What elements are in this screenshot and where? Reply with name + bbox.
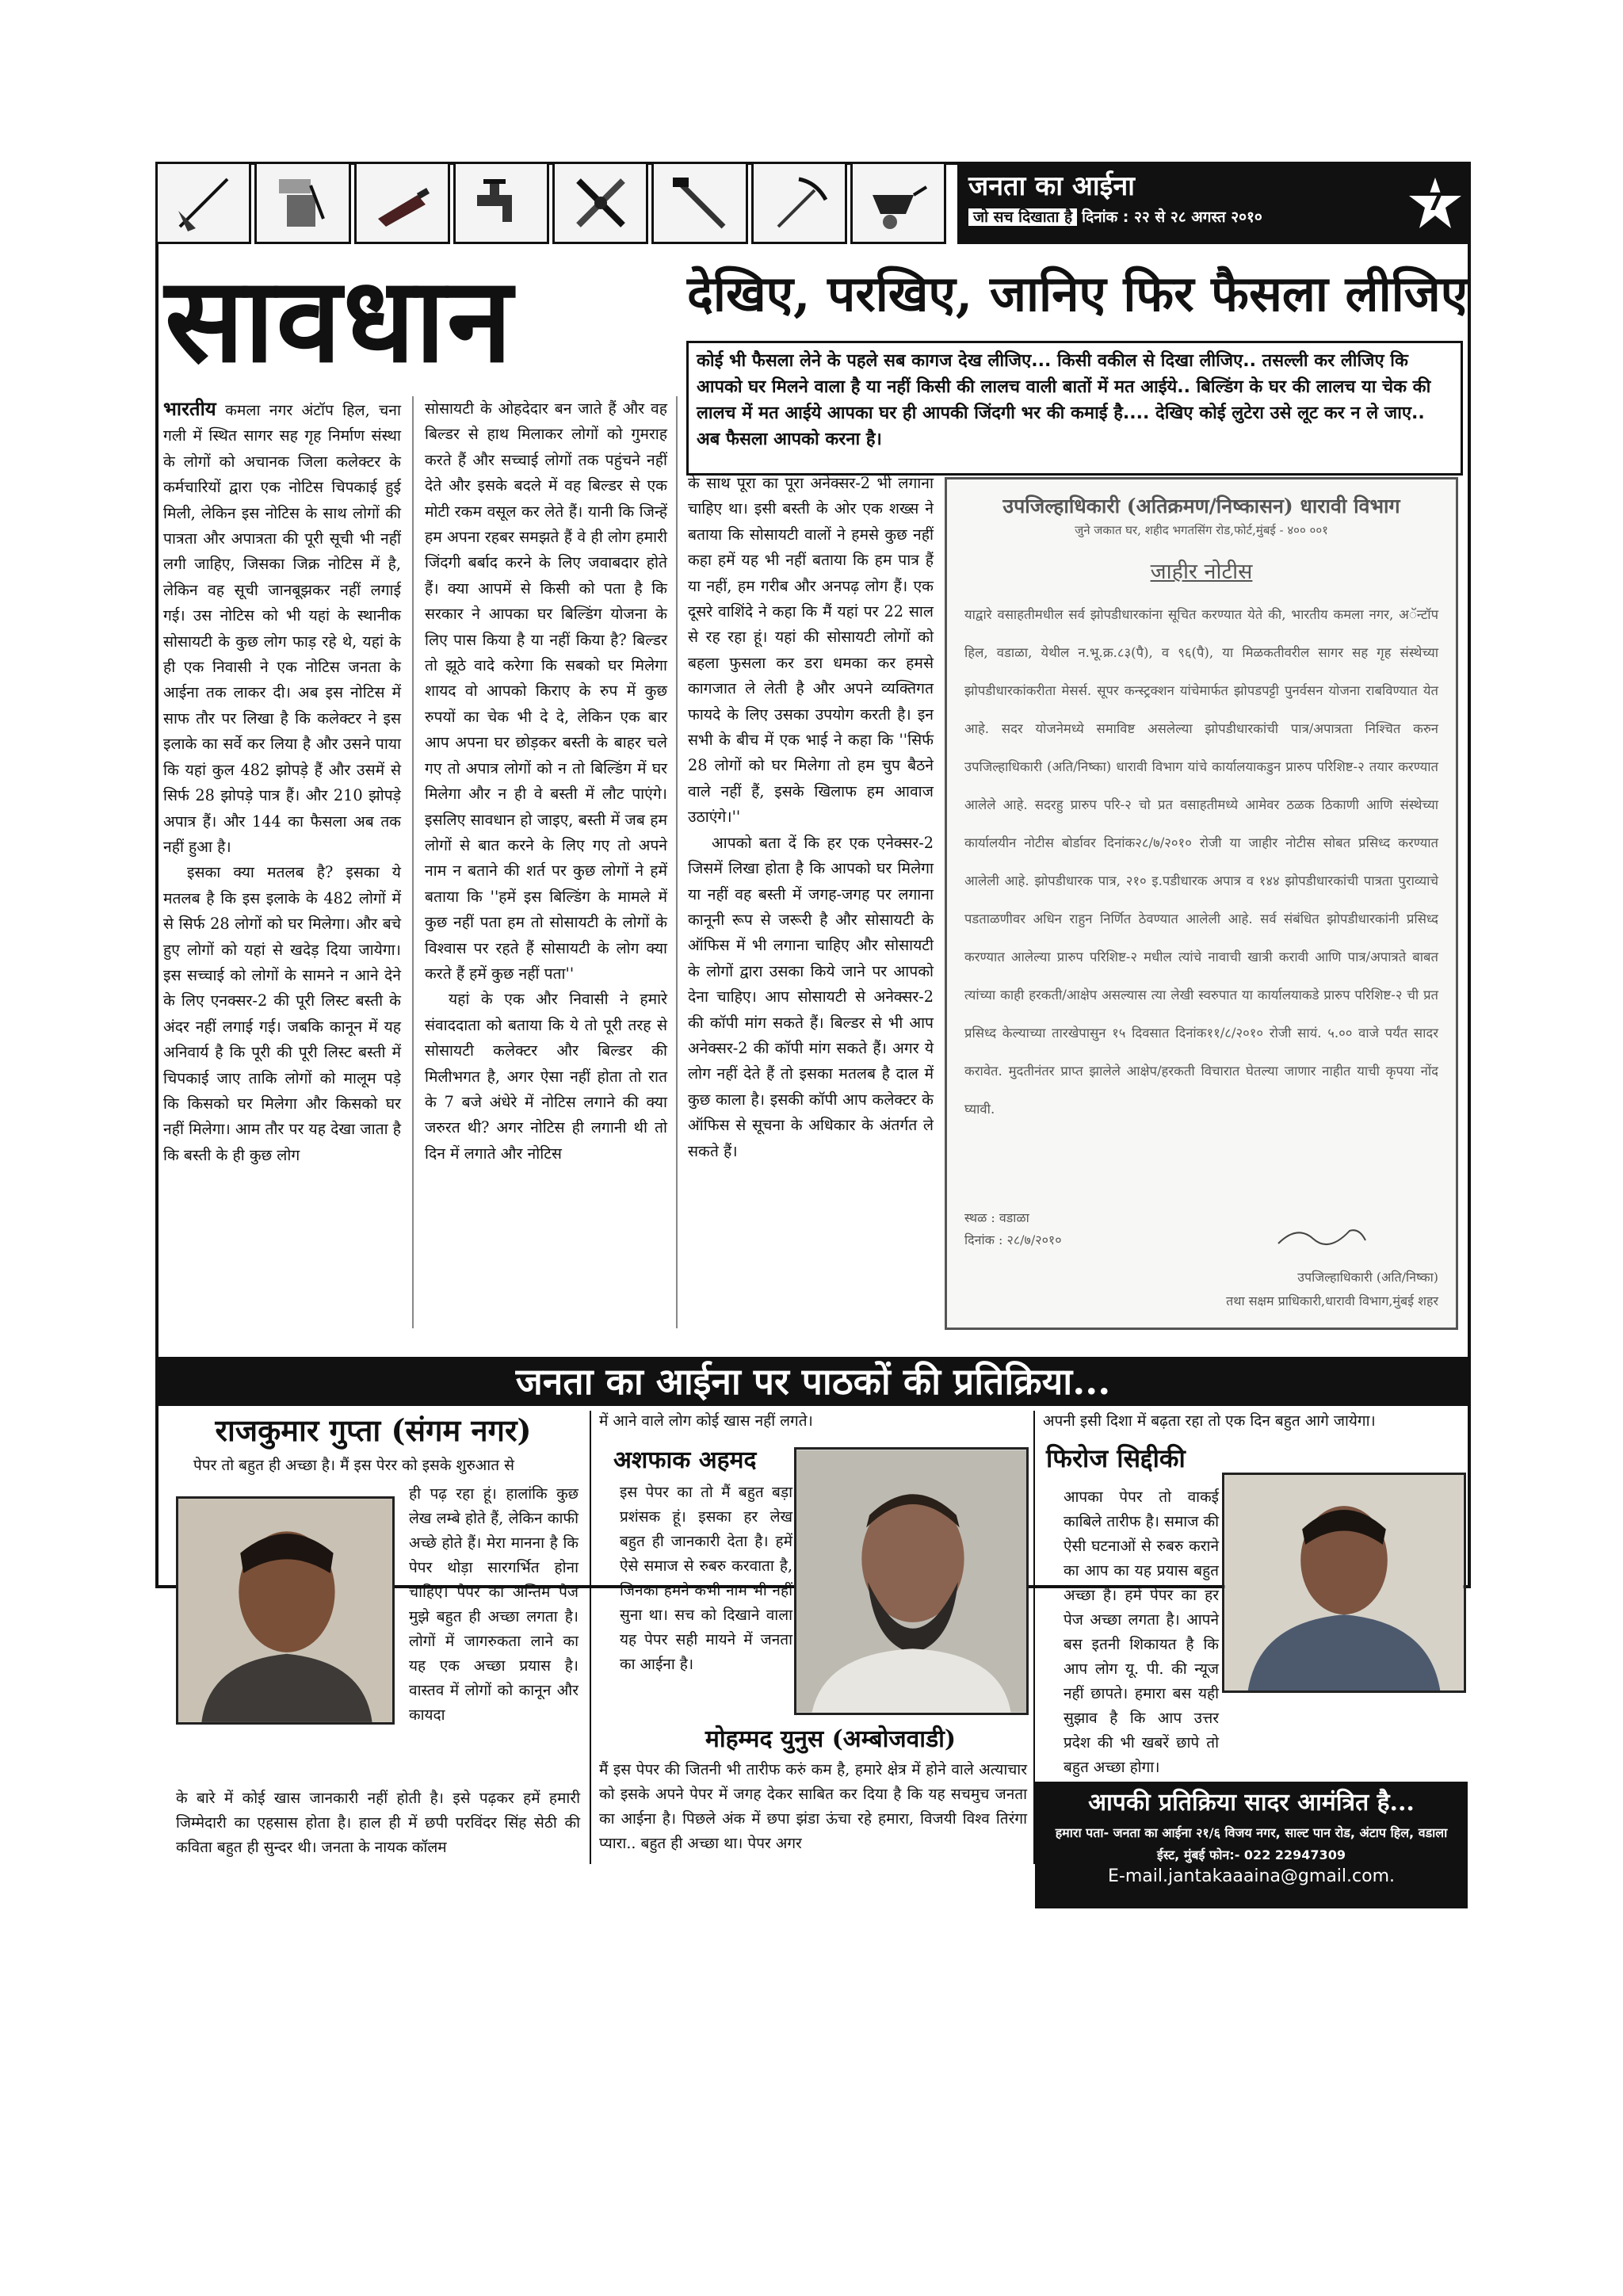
water-tap-icon: [453, 162, 549, 244]
notice-body: याद्वारे वसाहतीमधील सर्व झोपडीधारकांना सूचित करण्यात येते की, भारतीय कमला नगर, अॅन्टॉप हिल, वडाळा, येथील न.भू.क्र.८३(पै), व ९६(पै), या मिळकतीवरील सागर सह गृह संस्थेच्या झोपडीधारकांकरीता मेसर्स. सूपर कन्स्ट्रक्शन यांचेमार्फत झोपडपट्टी पुनर्वसन योजना राबविण्यात येत आहे. सदर योजनेमध्ये समाविष्ट असलेल्या झोपडीधारकांची पात्र/अपात्रता निश्चित करुन उपजिल्हाधिकारी (अति/निष्का) धारावी विभाग यांचे कार्यालयाकडुन प्रारुप परिशिष्ट-२ तयार करण्यात आलेले आहे. सदरहु प्रारुप परि-२ चो प्रत वसाहतीमध्ये आमेवर ठळक ठिकाणी आणि संस्थेच्या कार्यालयीन नोटीस बोर्डावर दिनांक२८/७/२०१० रोजी या जाहीर नोटीस सोबत प्रसिध्द करण्यात आलेली आहे. झोपडीधारक पात्र, २१० इ.पडीधारक अपात्र व १४४ झोपडीधारकांची पात्रता पुराव्याचे पडताळणीवर अधिन राहुन निर्णित ठेवण्यात आलेली आहे. सर्व संबंधित झोपडीधारकांनी प्रसिध्द करण्यात आलेल्या प्रारुप परिशिष्ट-२ मधील त्यांचे नावाची खात्री करावी आणि पात्र/अपात्रते बाबत त्यांच्या काही हरकती/आक्षेप असल्यास त्या लेखी स्वरुपात या कार्यालयाकडे प्रारुप परिशिष्ट-२ ची प्रत प्रसिध्द केल्याच्या तारखेपासुन १५ दिवसात दिनांक११/८/२०१० रोजी सायं. ५.०० वाजे पर्यंत सादर करावेत. मुदतीनंतर प्राप्त झालेले आक्षेप/हरकती विचारात घेतल्या जाणार नाहीत याची कृपया नोंद घ्यावी.: [964, 607, 1438, 1117]
wheelbarrow-icon: [850, 162, 946, 244]
pipe-wrench-icon: [651, 162, 747, 244]
notice-title: जाहीर नोटीस: [1150, 560, 1253, 584]
reader-2-name: अशफाक अहमद: [613, 1446, 757, 1474]
invite-title: आपकी प्रतिक्रिया सादर आमंत्रित है...: [1088, 1789, 1415, 1817]
reader-4-name: फिरोज सिद्दीकी: [1046, 1443, 1186, 1473]
page-number-star: [1407, 176, 1463, 231]
public-notice-image: [945, 477, 1458, 1330]
article-title: सावधान: [165, 250, 514, 388]
article-intro-box: कोई भी फैसला लेने के पहले सब कागज देख लीजिए... किसी वकील से दिखा लीजिए.. तसल्ली कर लीजिए कि आपको घर मिलने वाला है या नहीं किसी की लालच वाली बातों में मत आईये.. बिल्डिंग के घर की लालच या चेक की लालच में मत आईये आपका घर ही आपकी जिंदगी भर की कमाई है.... देखिए कोई लुटेरा उसे लूट कर न ले जाए.. अब फैसला आपको करना है।: [686, 341, 1463, 476]
reader-1-text-bottom: के बारे में कोई खास जानकारी नहीं होती है। इसे पढ़कर हमें हमारी जिम्मेदारी का एहसास होता है। हाल ही में छपी परविंदर सिंह सेठी की कविता बहुत ही सुन्दर थी। जनता के नायक कॉलम: [176, 1790, 580, 1856]
invite-box: [1035, 1782, 1468, 1908]
article-paragraph: आपको बता दें कि हर एक एनेक्सर-2 जिसमें लिखा होता है कि आपको घर मिलेगा या नहीं वह बस्ती में जगह-जगह पर लगाना कानूनी रूप से जरूरी है और सोसायटी के ऑफिस में भी लगाना चाहिए और सोसायटी के लोगों द्वारा उसका किये जाने पर आपको देना चाहिए। आप सोसायटी से अनेक्सर-2 की कॉपी मांग सकते हैं। बिल्डर से भी आप अनेक्सर-2 की कॉपी मांग सकते हैं। अगर ये लोग नहीं देते हैं तो इसका मतलब है दाल में कुछ काला है। इसकी कॉपी आप कलेक्टर के ऑफिस से सूचना के अधिकार के अंतर्गत ले सकते हैं।: [688, 833, 934, 1160]
notice-office: उपजिल्हाधिकारी (अतिक्रमण/निष्कासन) धारावी विभाग: [1002, 495, 1400, 518]
reader-3-name: मोहम्मद युनुस (अम्बोजवाडी): [705, 1725, 957, 1753]
article-column-3: [688, 471, 934, 1335]
crossed-tools-icon: [552, 162, 648, 244]
reader-4-photo: [1222, 1473, 1466, 1693]
article-paragraph: कमला नगर अंटॉप हिल, चना गली में स्थित सागर सह गृह निर्माण संस्था के लोगों को अचानक जिला कलेक्टर के कर्मचारियों द्वारा एक नोटिस चिपकाई हुई मिली, लेकिन इस नोटिस के साथ लोगों की पात्रता और अपात्रता की पूरी सूची भी नहीं लगी जाहिए, जिसका जिक्र नोटिस में है, लेकिन वह सूची जानबूझकर नहीं लगाई गई। उस नोटिस को भी यहां के स्थानीक सोसायटी के कुछ लोग फाड़ रहे थे, यहां के ही एक निवासी ने एक नोटिस जनता के आईना तक लाकर दी। अब इस नोटिस में साफ तौर पर लिखा है कि कलेक्टर ने इस इलाके का सर्वे कर लिया है और उसने पाया कि यहां कुल 482 झोपड़े हैं और उसमें से सिर्फ 28 झोपड़े पात्र हैं। और 210 झोपड़े अपात्र हैं। और 144 का फैसला अब तक नहीं हुआ है।: [163, 401, 401, 856]
notice-place: स्थळ : वडाळा: [964, 1210, 1029, 1225]
reader-divider: [590, 1411, 591, 1864]
reader-2-text-top: में आने वाले लोग कोई खास नहीं लगते।: [599, 1412, 813, 1430]
article-column-2: [425, 396, 667, 1328]
paint-bucket-icon: [254, 162, 350, 244]
tagline-label: जो सच दिखाता है: [968, 208, 1077, 226]
column-divider: [412, 396, 414, 1328]
article-paragraph: यहां के एक और निवासी ने हमारे संवाददाता को बताया कि ये तो पूरी तरह से सोसायटी कलेक्टर और बिल्डर की मिलीभगत है, अगर ऐसा नहीं होता तो रात के 7 बजे अंधेरे में नोटिस लगाने की क्या जरुरत थी? अगर नोटिस ही लगानी थी तो दिन में लगाते और नोटिस: [425, 990, 667, 1163]
reader-1-photo: [176, 1496, 395, 1725]
article-paragraph: के साथ पूरा का पूरा अनेक्सर-2 भी लगाना चाहिए था। इसी बस्ती के ओर एक शख्स ने बताया कि सोसायटी वालों ने हमसे कुछ नहीं कहा हमें यह भी नहीं बताया कि हम पात्र हैं या नहीं, हम गरीब और अनपढ़ लोग हैं। एक दूसरे वाशिंदे ने कहा कि मैं यहां पर 22 साल से रह रहा हूं। यहां की सोसायटी लोगों को बहला फुसला कर डरा धमका कर हमसे कागजात ले लेती है और अपने व्यक्तिगत फायदे के लिए उसका उपयोग करती है। इन सभी के बीच में एक भाई ने कहा कि ''सिर्फ 28 लोगों को घर मिलेगा तो हम चुप बैठने वाले नहीं हैं, इसके खिलाफ हम आवाज उठाएंगे।'': [688, 474, 934, 827]
article-lead-word: भारतीय: [163, 397, 216, 420]
reader-1-text-side: ही पढ़ रहा हूं। हालांकि कुछ लेख लम्बे होते हैं, लेकिन काफी अच्छे होते हैं। मेरा मानना है कि पेपर थोड़ा सारगर्भित होना चाहिए। पेपर का अन्तिम पेज मुझे बहुत ही अच्छा लगता है। लोगों में जागरुकता लाने का यह एक अच्छा प्रयास है। वास्तव में लोगों को कानून और कायदा: [409, 1485, 579, 1724]
masthead: [957, 162, 1471, 244]
signature-mark: [1274, 1220, 1369, 1251]
notice-signatory: [1226, 1266, 1438, 1313]
readers-banner: जनता का आईना पर पाठकों की प्रतिक्रिया...: [158, 1357, 1468, 1406]
reader-2-photo: [794, 1447, 1029, 1715]
newspaper-name: जनता का आईना: [968, 170, 1135, 202]
hoe-icon: [155, 162, 251, 244]
notice-sign-title: उपजिल्हाधिकारी (अति/निष्का): [1297, 1270, 1438, 1285]
notice-date: दिनांक : २८/७/२०१०: [964, 1232, 1062, 1247]
trowel-icon: [354, 162, 450, 244]
reader-4-text-top: अपनी इसी दिशा में बढ़ता रहा तो एक दिन बहुत आगे जायेगा।: [1043, 1412, 1376, 1430]
reader-1-text-top: पेपर तो बहुत ही अच्छा है। मैं इस पेरर को इसके शुरुआत से: [193, 1457, 514, 1474]
invite-email: E-mail.jantakaaaina@gmail.com.: [1107, 1866, 1396, 1886]
page-number: 7: [1426, 189, 1444, 216]
article-paragraph: इसका क्या मतलब है? इसका ये मतलब है कि इस इलाके के 482 लोगों में से सिर्फ 28 लोगों को घर मिलेगा। और बचे हुए लोगों को यहां से खदेड़ दिया जायेगा। इस सच्चाई को लोगों के सामने न आने देने के लिए एनक्सर-2 की पूरी लिस्ट बस्ती के अंदर नहीं लगाई गई। जबकि कानून में यह अनिवार्य है कि पूरी की पूरी लिस्ट बस्ती में चिपकाई जाए ताकि लोगों को मालूम पड़े कि किसको घर मिलेगा और किसको घर नहीं मिलेगा। आम तौर पर यह देखा जाता है कि बस्ती के ही कुछ लोग: [163, 863, 401, 1164]
notice-address: जुने जकात घर, शहीद भगतसिंग रोड,फोर्ट,मुंबई - ४०० ००१: [1075, 523, 1328, 537]
column-divider: [676, 396, 678, 1328]
reader-3-text: मैं इस पेपर की जितनी भी तारीफ करुं कम है, हमारे क्षेत्र में होने वाले अत्याचार को इसके अपने पेपर में जगह देकर साबित कर दिया है कि यह सचमुच जनता का आईना है। पिछले अंक में छपा झंडा ऊंचा रहे हमारा, विजयी विश्व तिरंगा प्यारा.. बहुत ही अच्छा था। पेपर अगर: [599, 1761, 1027, 1852]
invite-address: हमारा पता- जनता का आईना २१/६ विजय नगर, साल्ट पान रोड, अंटाप हिल, वडाला ईस्ट, मुंबई फोन:- 022 22947309: [1055, 1825, 1448, 1862]
reader-2-text: इस पेपर का तो मैं बहुत बड़ा प्रशंसक हूं। इसका हर लेख बहुत ही जानकारी देता है। हमें ऐसे समाज से रुबरु करवाता है, जिनका हमने कभी नाम भी नहीं सुना था। सच को दिखाने वाला यह पेपर सही मायने में जनता का आईना है।: [620, 1484, 792, 1673]
pickaxe-icon: [751, 162, 847, 244]
reader-4-text: आपका पेपर तो वाकई काबिले तारीफ है। समाज की ऐसी घटनाओं से रुबरु कराने का आप का यह प्रयास बहुत अच्छा है। हमें पेपर का हर पेज अच्छा लगता है। आपने बस इतनी शिकायत है कि आप लोग यू. पी. की न्यूज नहीं छापते। हमारा बस यही सुझाव है कि आप उत्तर प्रदेश की भी खबरें छापे तो बहुत अच्छा होगा।: [1064, 1488, 1219, 1776]
header-icon-strip: [155, 162, 949, 244]
issue-date: दिनांक : २२ से २८ अगस्त २०१०: [1082, 208, 1262, 226]
article-column-1: [163, 396, 401, 1328]
masthead-tagline: [968, 206, 1460, 227]
reader-1-name: राजकुमार गुप्ता (संगम नगर): [215, 1412, 532, 1448]
article-headline: देखिए, परखिए, जानिए फिर फैसला लीजिए: [687, 265, 1468, 323]
article-paragraph: सोसायटी के ओहदेदार बन जाते हैं और वह बिल्डर से हाथ मिलाकर लोगों को गुमराह करते हैं और सच्चाई लोगों तक पहुंचने नहीं देते और इसके बदले में वह बिल्डर से एक मोटी रकम वसूल कर लेते हैं। यानी कि जिन्हें हम अपना रहबर समझते हैं वे ही लोग हमारी जिंदगी बर्बाद करने के लिए जवाबदार होते हैं। क्या आपमें से किसी को पता है कि सरकार ने आपका घर बिल्डिंग योजना के लिए पास किया है या नहीं किया है? बिल्डर तो झूठे वादे करेगा कि सबको घर मिलेगा शायद वो आपको किराए के रुप में कुछ रुपयों का चेक भी दे दे, लेकिन एक बार आप अपना घर छोड़कर बस्ती के बाहर चले गए तो अपात्र लोगों को न तो बिल्डिंग में घर मिलेगा और न ही वे बस्ती में लौट पाएंगे। इसलिए सावधान हो जाइए, बस्ती में जब हम लोगों से बात करने के लिए गए तो अपने नाम न बताने की शर्त पर कुछ लोगों ने हमें बताया कि ''हमें इस बिल्डिंग के मामले में कुछ नहीं पता हम तो सोसायटी के लोगों के विश्वास पर रहते हैं सोसायटी के लोग क्या करते हैं हमें कुछ नहीं पता'': [425, 399, 667, 983]
notice-sign-authority: तथा सक्षम प्राधिकारी,धारावी विभाग,मुंबई शहर: [1226, 1293, 1438, 1308]
notice-place-date: [964, 1207, 1062, 1251]
